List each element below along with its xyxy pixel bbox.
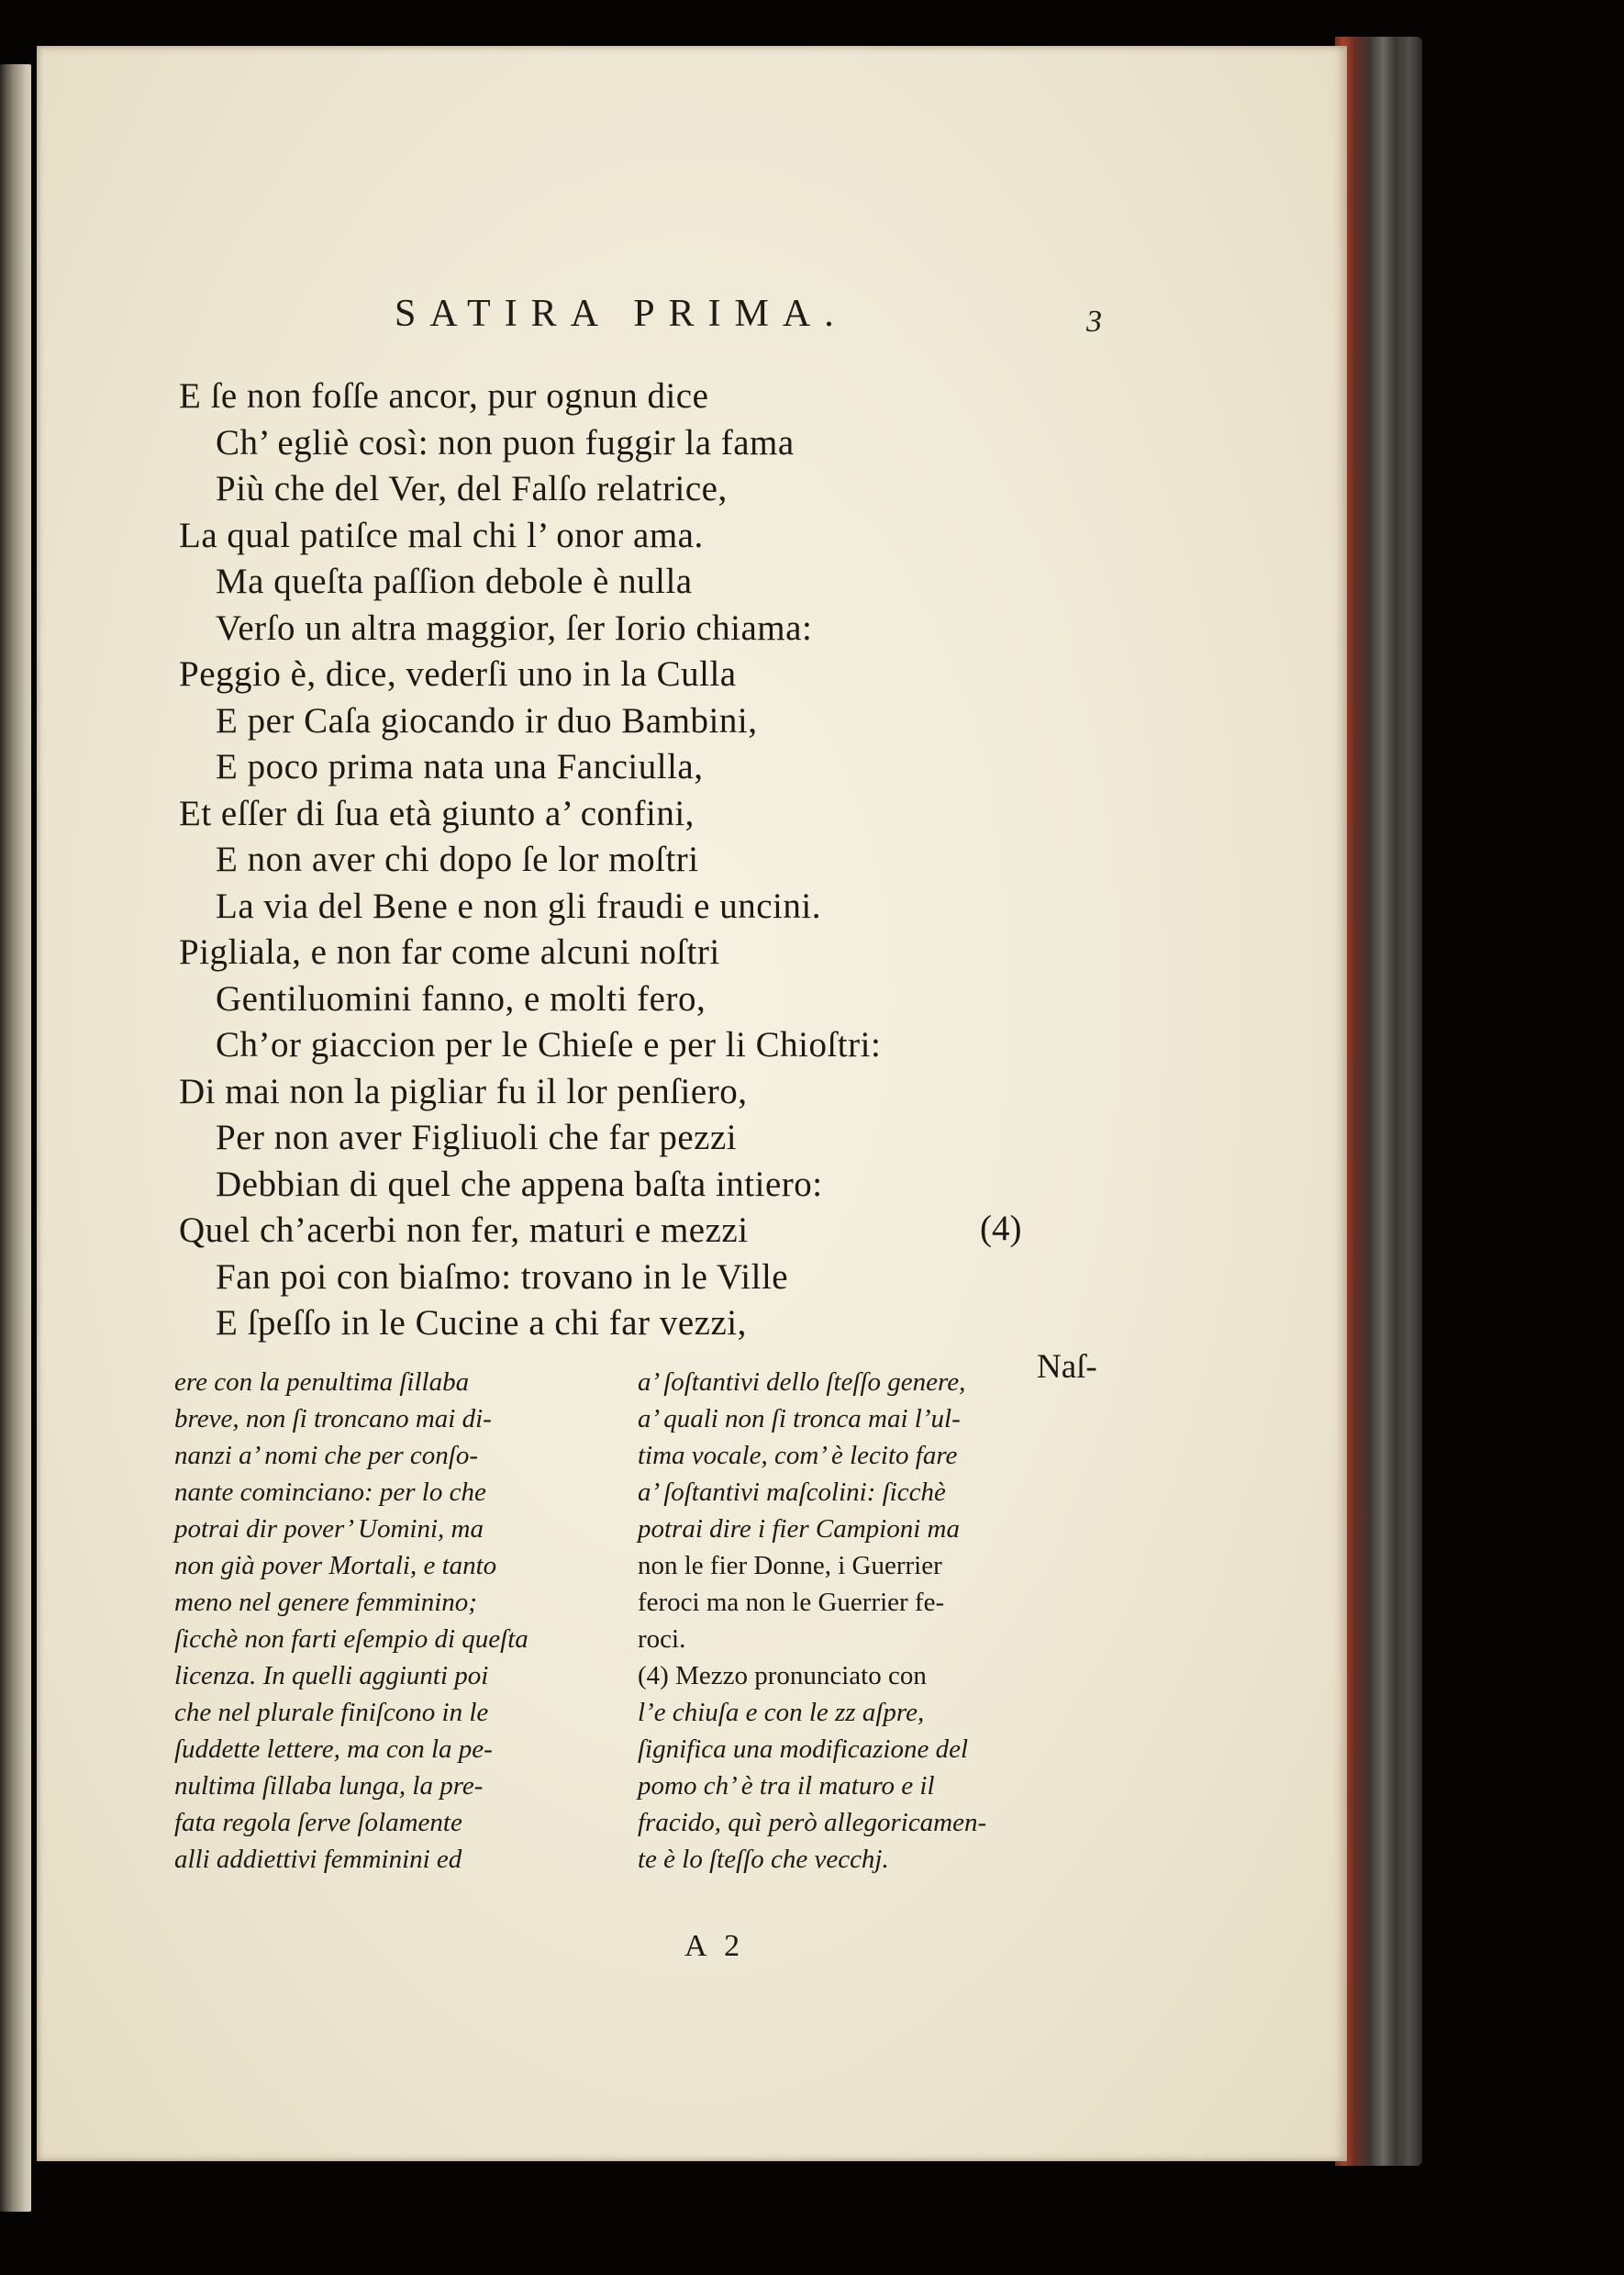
note-line: nante cominciano: per lo che — [174, 1478, 486, 1507]
page-number: 3 — [1086, 305, 1102, 339]
note-line: roci. — [638, 1624, 686, 1654]
verse-line: Ch’or giaccion per le Chieſe e per li Chioſtri: — [216, 1025, 882, 1065]
note-line: ſignifica una modificazione del — [638, 1734, 969, 1764]
verse-line: Fan poi con biaſmo: trovano in le Ville — [216, 1257, 789, 1297]
verse-line: Ch’ egliè così: non puon fuggir la fama — [216, 423, 795, 463]
verse-line: Pigliala, e non far come alcuni noſtri — [179, 932, 720, 972]
note-line: nanzi a’ nomi che per conſo- — [174, 1441, 479, 1470]
verse-line: E per Caſa giocando ir duo Bambini, — [216, 701, 758, 741]
book-edge-left — [0, 64, 31, 2212]
verse-line: Verſo un altra maggior, ſer Iorio chiama: — [216, 608, 813, 648]
verse-line: Et eſſer di ſua età giunto a’ confini, — [179, 794, 695, 833]
verse-line: E ſe non foſſe ancor, pur ognun dice — [179, 376, 709, 416]
verse-line: E non aver chi dopo ſe lor moſtri — [216, 840, 699, 879]
book-edge-right — [1335, 37, 1422, 2166]
note-line: a’ ſoſtantivi dello ſteſſo genere, — [638, 1367, 966, 1397]
verse-line: E ſpeſſo in le Cucine a chi far vezzi, — [216, 1303, 747, 1343]
note-line: te è lo ſteſſo che vecchj. — [638, 1845, 889, 1874]
verse-line: Per non aver Figliuoli che far pezzi — [216, 1118, 738, 1157]
catchword: Naſ- — [1037, 1348, 1097, 1386]
note-line: feroci ma non le Guerrier fe- — [638, 1588, 945, 1617]
verse-line: Di mai non la pigliar fu il lor penſiero, — [179, 1072, 748, 1111]
note-line: potrai dire i fier Campioni ma — [638, 1514, 960, 1544]
verse-line: La qual patiſce mal chi l’ onor ama. — [179, 516, 704, 555]
note-line: pomo ch’ è tra il maturo e il — [638, 1771, 935, 1801]
note-line: l’e chiuſa e con le zz aſpre, — [638, 1698, 925, 1727]
verse-line: E poco prima nata una Fanciulla, — [216, 747, 704, 786]
note-line: (4) Mezzo pronunciato con — [638, 1661, 927, 1690]
note-line: non già pover Mortali, e tanto — [174, 1551, 497, 1580]
signature-mark: A 2 — [684, 1929, 746, 1963]
note-line: a’ quali non ſi tronca mai l’ul- — [638, 1404, 961, 1433]
note-line: ſicchè non farti eſempio di queſta — [174, 1624, 528, 1654]
note-line: alli addiettivi femminini ed — [174, 1845, 462, 1874]
note-line: meno nel genere femminino; — [174, 1588, 477, 1617]
verse-line: Debbian di quel che appena baſta intiero: — [216, 1165, 823, 1204]
book-page — [37, 46, 1347, 2161]
note-line: non le fier Donne, i Guerrier — [638, 1551, 942, 1580]
note-line: licenza. In quelli aggiunti poi — [174, 1661, 489, 1690]
note-line: nultima ſillaba lunga, la pre- — [174, 1771, 484, 1801]
note-line: tima vocale, com’ è lecito fare — [638, 1441, 958, 1470]
verse-line: Gentiluomini fanno, e molti fero, — [216, 979, 706, 1019]
footnote-marker: (4) — [980, 1209, 1022, 1248]
verse-line: Peggio è, dice, vederſi uno in la Culla — [179, 654, 737, 694]
note-line: a’ ſoſtantivi maſcolini: ſicchè — [638, 1478, 946, 1507]
verse-line: Quel ch’acerbi non fer, maturi e mezzi — [179, 1210, 749, 1250]
note-line: fata regola ſerve ſolamente — [174, 1808, 462, 1837]
verse-line: La via del Bene e non gli fraudi e uncini. — [216, 887, 821, 926]
note-line: ſuddette lettere, ma con la pe- — [174, 1734, 493, 1764]
verse-line: Ma queſta paſſion debole è nulla — [216, 562, 693, 601]
note-line: ere con la penultima ſillaba — [174, 1367, 470, 1397]
note-line: breve, non ſi troncano mai di- — [174, 1404, 492, 1433]
note-line: fracido, quì però allegoricamen- — [638, 1808, 987, 1837]
note-line: potrai dir pover’ Uomini, ma — [174, 1514, 484, 1544]
running-title: SATIRA PRIMA. — [395, 293, 848, 335]
note-line: che nel plurale finiſcono in le — [174, 1698, 489, 1727]
verse-line: Più che del Ver, del Falſo relatrice, — [216, 469, 728, 508]
